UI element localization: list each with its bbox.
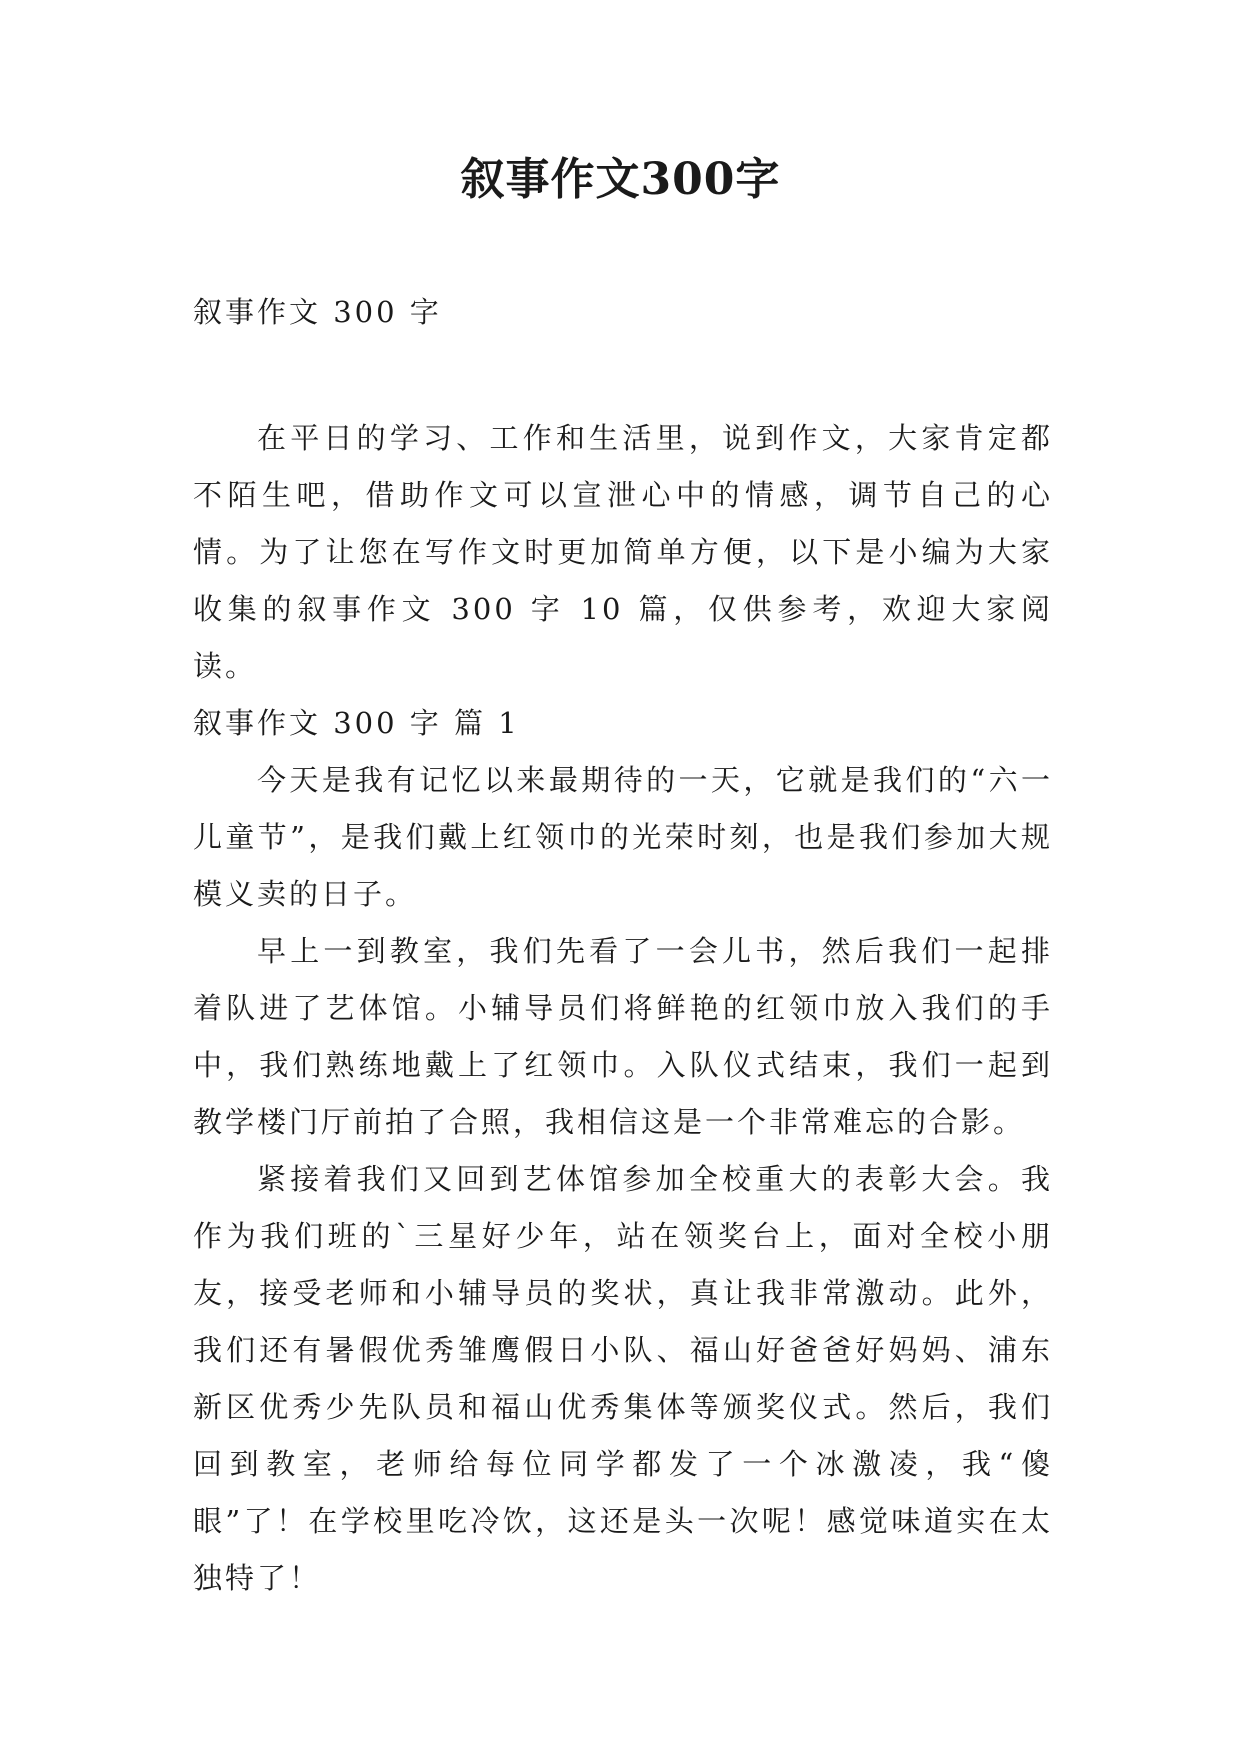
document-subtitle: 叙事作文 300 字 bbox=[193, 295, 442, 329]
body-paragraph-1: 今天是我有记忆以来最期待的一天，它就是我们的“六一儿童节”，是我们戴上红领巾的光荣时刻，也是我们参加大规模义卖的日子。 bbox=[193, 763, 1053, 911]
section-heading: 叙事作文 300 字 篇 1 bbox=[193, 706, 520, 740]
intro-paragraph: 在平日的学习、工作和生活里，说到作文，大家肯定都不陌生吧，借助作文可以宣泄心中的情感，调节自己的心情。为了让您在写作文时更加简单方便，以下是小编为大家收集的叙事作文 300 字 10 篇，仅供参考，欢迎大家阅读。 bbox=[193, 421, 1053, 683]
body-paragraph-3: 紧接着我们又回到艺体馆参加全校重大的表彰大会。我作为我们班的`三星好少年，站在领奖台上，面对全校小朋友，接受老师和小辅导员的奖状，真让我非常激动。此外，我们还有暑假优秀雏鹰假日小队、福山好爸爸好妈妈、浦东新区优秀少先队员和福山优秀集体等颁奖仪式。然后，我们回到教室，老师给每位同学都发了一个冰激凌，我“傻眼”了！在学校里吃冷饮，这还是头一次呢！感觉味道实在太独特了！ bbox=[193, 1162, 1053, 1595]
document-body bbox=[193, 410, 1053, 1607]
body-paragraph-2: 早上一到教室，我们先看了一会儿书，然后我们一起排着队进了艺体馆。小辅导员们将鲜艳的红领巾放入我们的手中，我们熟练地戴上了红领巾。入队仪式结束，我们一起到教学楼门厅前拍了合照，我相信这是一个非常难忘的合影。 bbox=[193, 934, 1053, 1139]
document-title: 叙事作文300字 bbox=[460, 154, 781, 205]
